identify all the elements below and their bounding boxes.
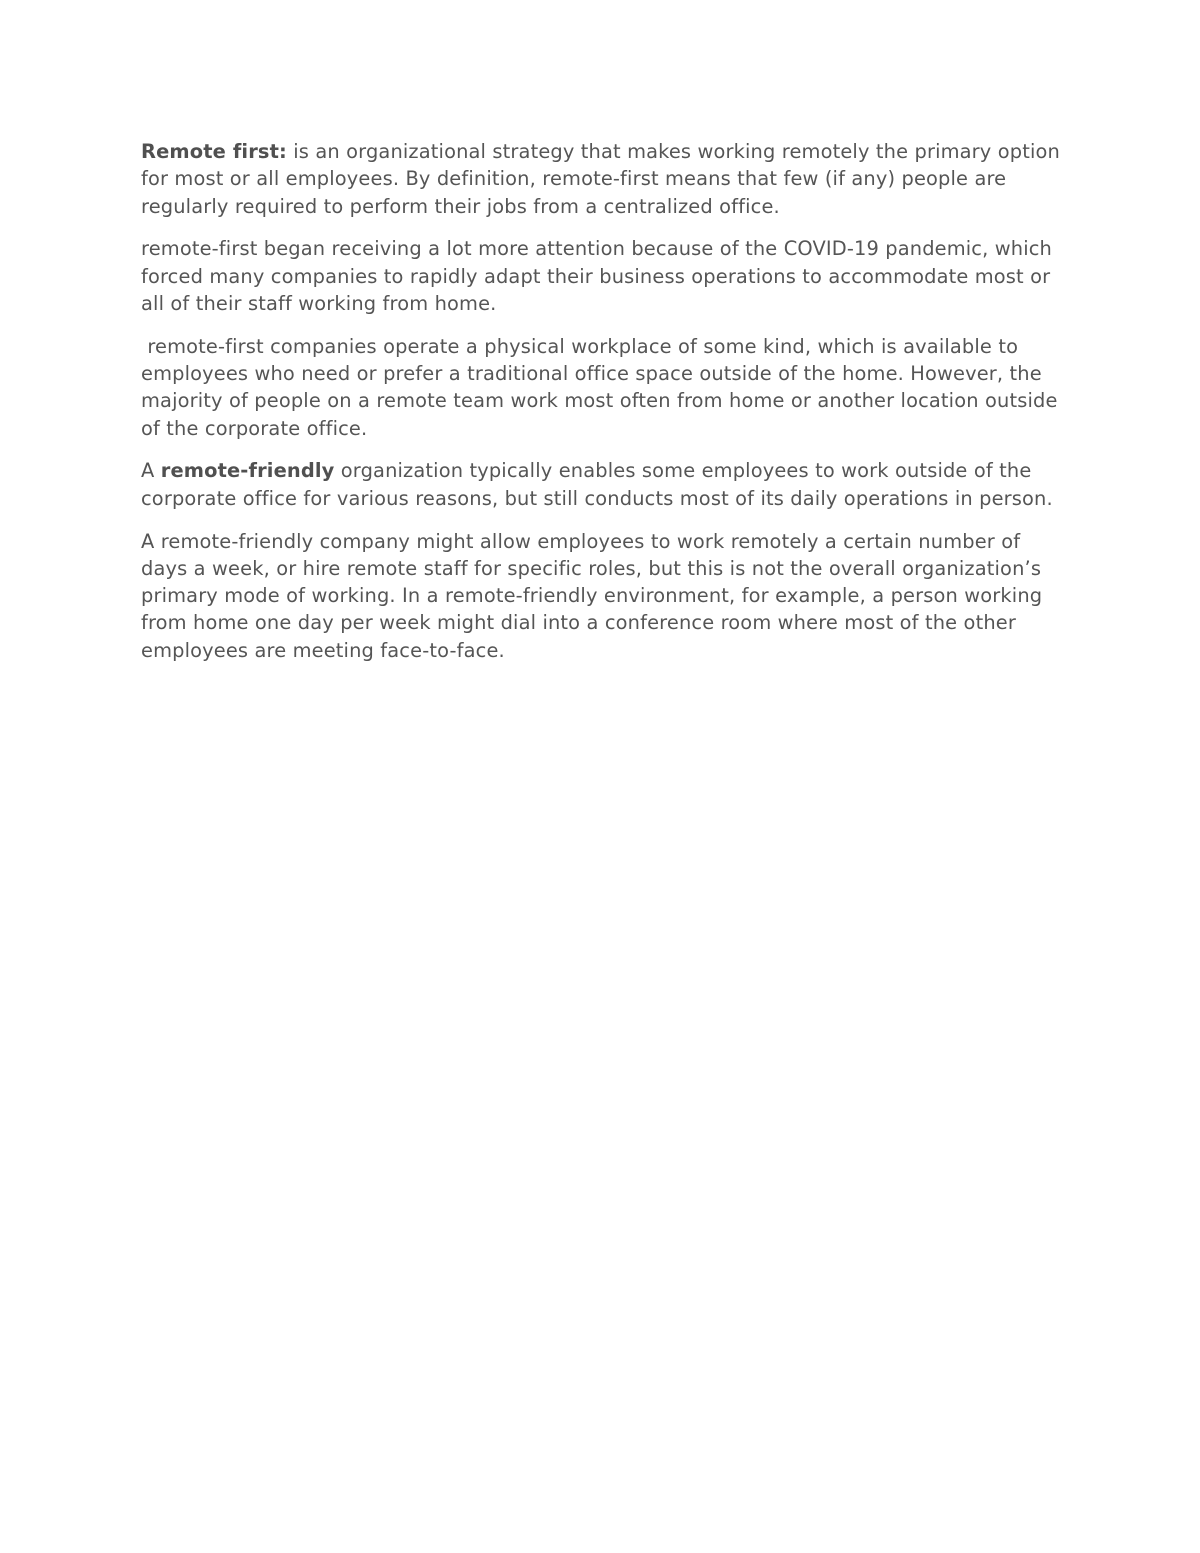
document-body	[141, 138, 1064, 680]
paragraph-remote-friendly-definition	[141, 457, 1061, 512]
paragraph-text: is an organizational strategy that makes working remotely the primary option for most or all employees. By definition, remote-first means that few (if any) people are regularly required to perform their jobs from a centralized office.	[141, 140, 1060, 218]
paragraph-covid-attention	[141, 235, 1061, 317]
paragraph-text: organization typically enables some employees to work outside of the corporate office for various reasons, but still conducts most of its daily operations in person.	[141, 459, 1053, 510]
paragraph-text: remote-first began receiving a lot more attention because of the COVID-19 pandemic, which forced many companies to rapidly adapt their business operations to accommodate most or all of their staff working from home.	[141, 237, 1052, 315]
paragraph-text: remote-first companies operate a physical workplace of some kind, which is available to employees who need or prefer a traditional office space outside of the home. However, the majority of people on a remote team work most often from home or another location outside of the corporate office.	[141, 334, 1064, 440]
term-remote-first: Remote first:	[141, 140, 287, 163]
paragraph-physical-workplace	[141, 333, 1064, 442]
paragraph-remote-first-definition	[141, 138, 1061, 220]
term-remote-friendly: remote-friendly	[160, 459, 335, 483]
paragraph-text: A remote-friendly company might allow employees to work remotely a certain number of days a week, or hire remote staff for specific roles, but this is not the overall organization’s primary mode of working. In a remote-friendly environment, for example, a person working from home one day per week might dial into a conference room where most of the other employees are meeting face-to-face.	[141, 529, 1043, 662]
paragraph-prefix: A	[141, 459, 161, 483]
paragraph-remote-friendly-example	[141, 528, 1061, 664]
